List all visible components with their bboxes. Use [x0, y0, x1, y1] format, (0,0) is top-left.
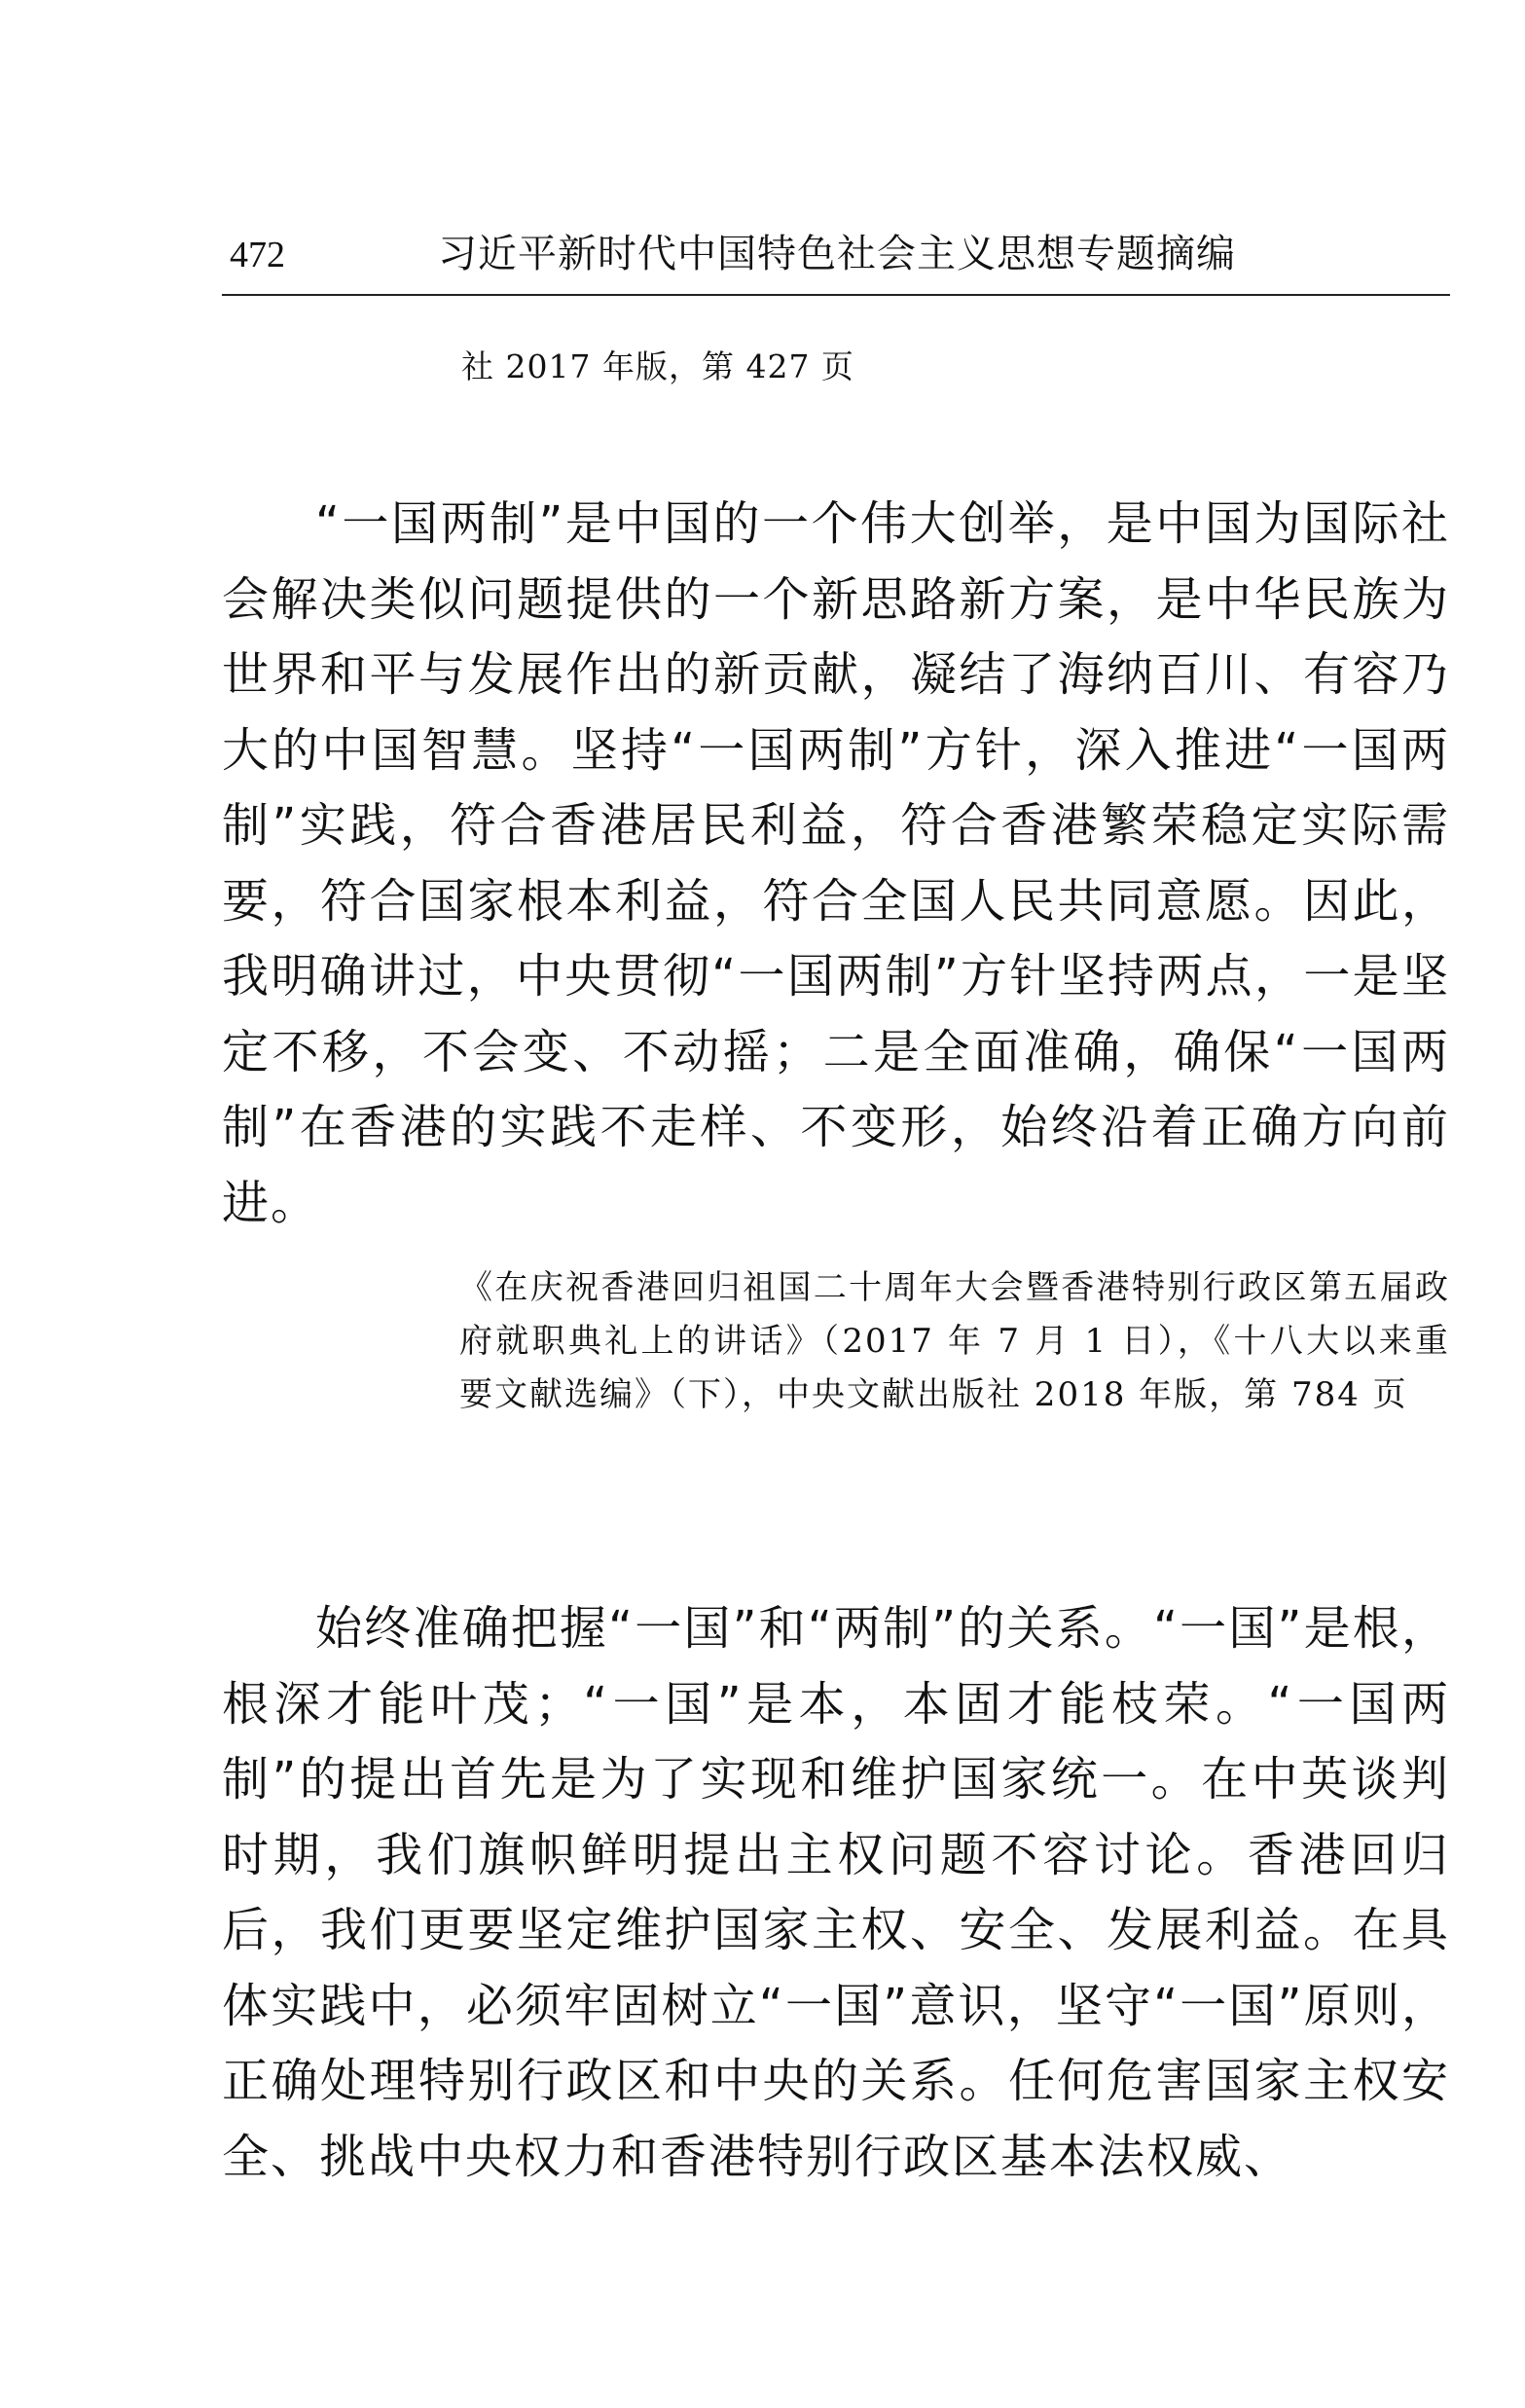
- running-header: [222, 226, 1450, 296]
- page-number: 472: [230, 235, 285, 275]
- book-title: 习近平新时代中国特色社会主义思想专题摘编: [438, 232, 1236, 276]
- source-citation: 《在庆祝香港回归祖国二十周年大会暨香港特别行政区第五届政府就职典礼上的讲话》（2017 年 7 月 1 日），《十八大以来重要文献选编》（下），中央文献出版社 2018 年版，第 784 页: [459, 1268, 1450, 1414]
- body-paragraph: 始终准确把握“一国”和“两制”的关系。“一国”是根，根深才能叶茂；“一国”是本，本固才能枝荣。“一国两制”的提出首先是为了实现和维护国家统一。在中英谈判时期，我们旗帜鲜明提出主权问题不容讨论。香港回归后，我们更要坚定维护国家主权、安全、发展利益。在具体实践中，必须牢固树立“一国”意识，坚守“一国”原则，正确处理特别行政区和中央的关系。任何危害国家主权安全、挑战中央权力和香港特别行政区基本法权威、: [222, 1601, 1450, 2184]
- body-paragraph: “一国两制”是中国的一个伟大创举，是中国为国际社会解决类似问题提供的一个新思路新方案，是中华民族为世界和平与发展作出的新贡献，凝结了海纳百川、有容乃大的中国智慧。坚持“一国两制”方针，深入推进“一国两制”实践，符合香港居民利益，符合香港繁荣稳定实际需要，符合国家根本利益，符合全国人民共同意愿。因此，我明确讲过，中央贯彻“一国两制”方针坚持两点，一是坚定不移，不会变、不动摇；二是全面准确，确保“一国两制”在香港的实践不走样、不变形，始终沿着正确方向前进。: [222, 496, 1450, 1230]
- source-continuation: 社 2017 年版，第 427 页: [461, 347, 854, 385]
